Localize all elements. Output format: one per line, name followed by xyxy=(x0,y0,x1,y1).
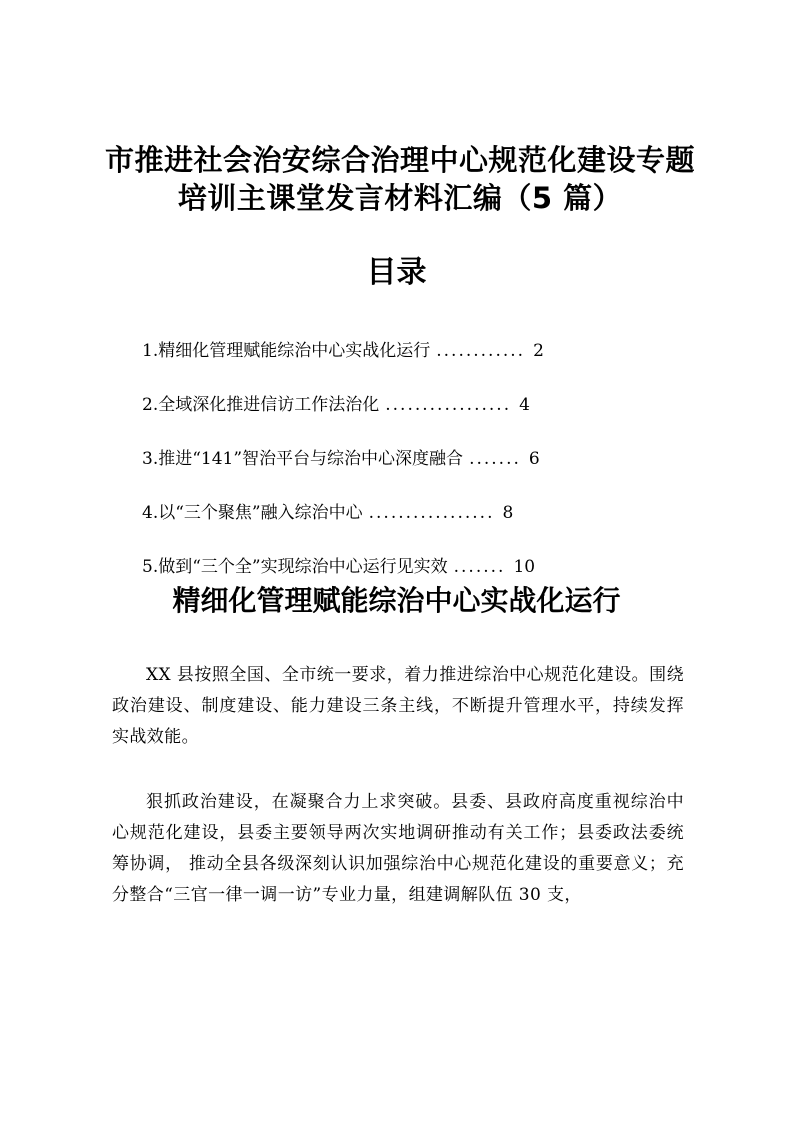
toc-entry[interactable] xyxy=(142,442,642,496)
toc-heading: 目录 xyxy=(366,255,427,290)
toc-entry-label: 2.全域深化推进信访工作法治化 xyxy=(142,395,380,415)
document-title-line-2: 培训主课堂发言材料汇编（5 篇） xyxy=(177,181,623,215)
toc-page-number: 8 xyxy=(502,503,514,523)
body-paragraph: XX 县按照全国、全市统一要求，着力推进综治中心规范化建设。围绕政治建设、制度建设、能力建设三条主线，不断提升管理水平，持续发挥实战效能。 xyxy=(112,665,684,747)
toc-leader-dots: ................. xyxy=(385,395,512,415)
toc-entry-label: 1.精细化管理赋能综治中心实战化运行 xyxy=(142,341,431,361)
table-of-contents xyxy=(142,334,642,604)
toc-entry[interactable] xyxy=(142,334,642,388)
toc-page-number: 4 xyxy=(519,395,530,415)
toc-entry-label: 3.推进“141”智治平台与综治中心深度融合 xyxy=(142,449,464,469)
toc-leader-dots: ....... xyxy=(469,449,521,469)
toc-entry[interactable] xyxy=(142,496,642,550)
toc-leader-dots: ............ xyxy=(436,341,526,361)
toc-page-number: 6 xyxy=(528,449,540,469)
section-title: 精细化管理赋能综治中心实战化运行 xyxy=(172,584,621,617)
toc-leader-dots: ................. xyxy=(368,503,495,523)
toc-entry-label: 5.做到“三个全”实现综治中心运行见实效 xyxy=(142,557,448,577)
toc-entry[interactable] xyxy=(142,388,642,442)
document-title-line-1: 市推进社会治安综合治理中心规范化建设专题 xyxy=(104,143,695,177)
body-paragraph: 狠抓政治建设，在凝聚合力上求突破。县委、县政府高度重视综治中心规范化建设，县委主要领导两次实地调研推动有关工作；县委政法委统筹协调， 推动全县各级深刻认识加强综治中心规范化建设的重要意义；充分整合“三官一律一调一访”专业力量，组建调解队伍 30 支， xyxy=(112,792,684,905)
toc-leader-dots: ....... xyxy=(453,557,506,577)
toc-page-number: 10 xyxy=(513,557,536,577)
toc-entry-label: 4.以“三个聚焦”融入综治中心 xyxy=(142,503,363,523)
toc-page-number: 2 xyxy=(533,341,544,361)
